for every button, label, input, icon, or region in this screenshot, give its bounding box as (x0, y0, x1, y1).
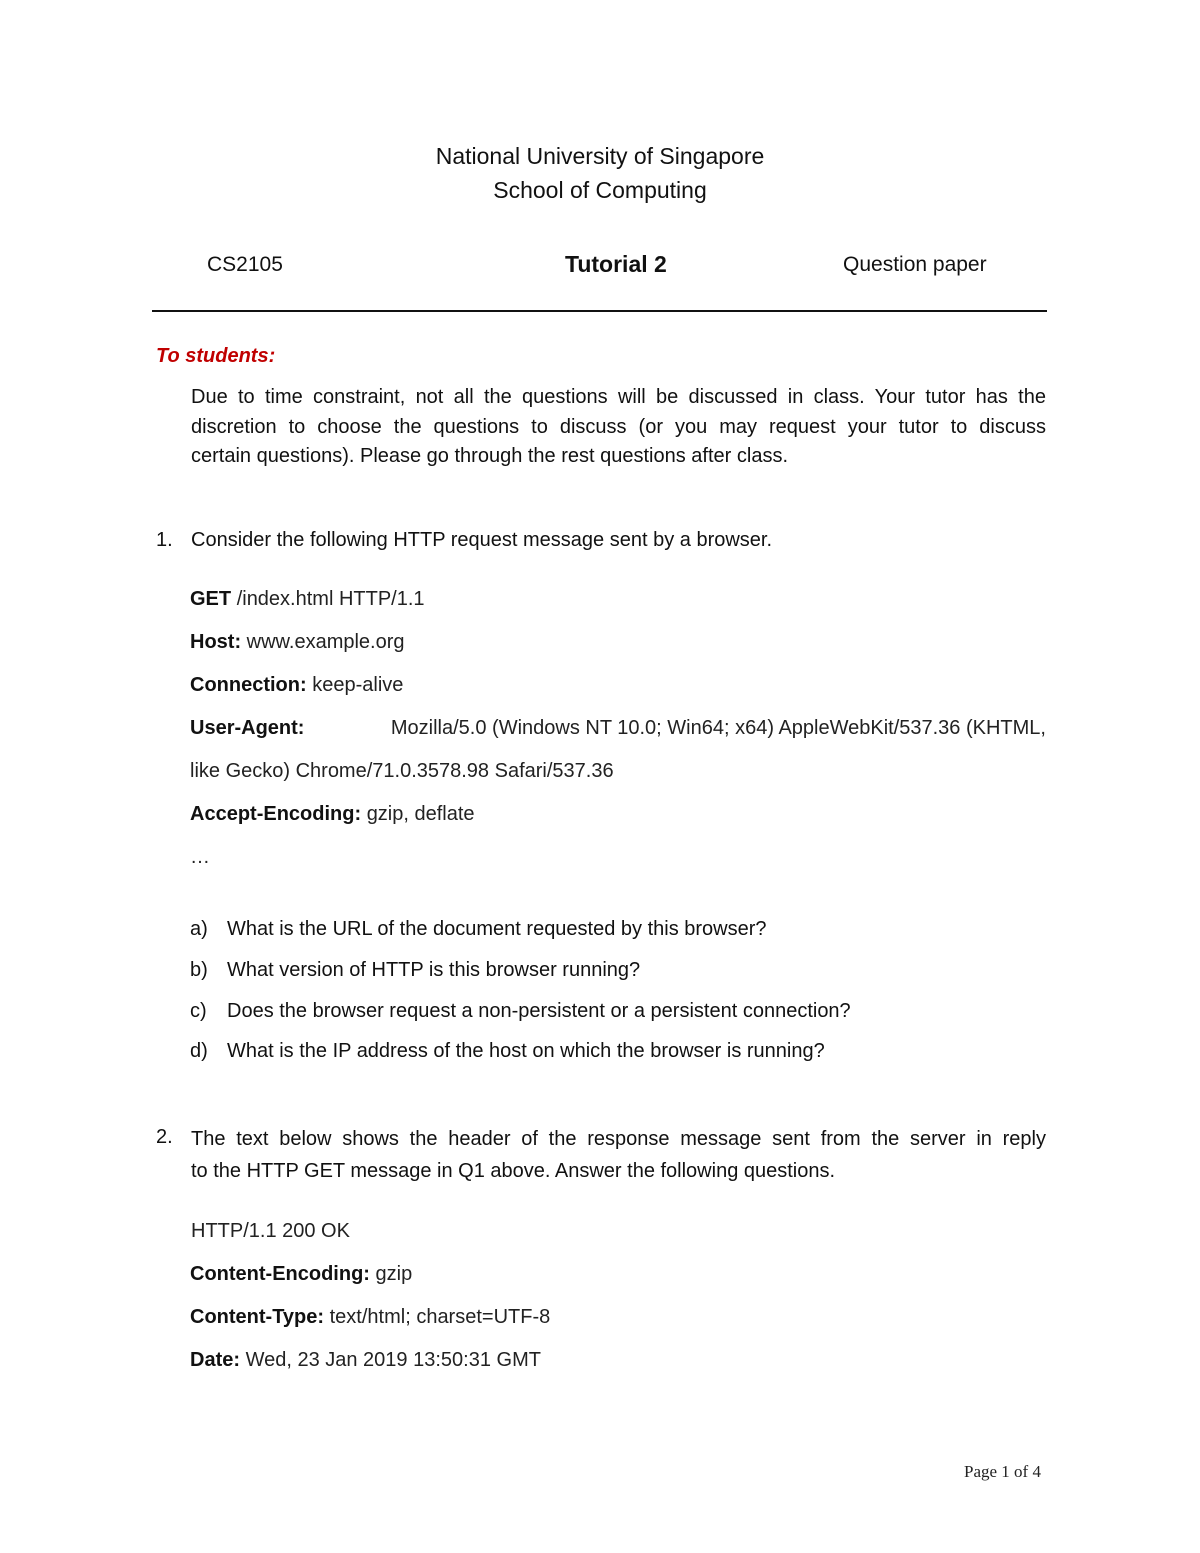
header-value: gzip (375, 1263, 413, 1285)
question-2-line-1: The text below shows the header of the response message sent from the server in reply (191, 1128, 1046, 1150)
sub-question-b-text: What version of HTTP is this browser running? (227, 959, 641, 981)
header-name: Content-Type: (190, 1306, 325, 1328)
sub-question-d-text: What is the IP address of the host on which the browser is running? (227, 1040, 825, 1062)
question-1-number: 1. (156, 529, 173, 551)
request-line-rest: /index.html HTTP/1.1 (236, 588, 425, 610)
response-header-content-encoding (190, 1263, 412, 1286)
header-name: Connection: (190, 674, 307, 696)
header-value: Mozilla/5.0 (Windows NT 10.0; Win64; x64) AppleWebKit/537.36 (KHTML, (390, 717, 1046, 739)
notice-line-2: discretion to choose the questions to discuss (or you may request your tutor to discuss (191, 415, 1046, 438)
notice-heading: To students: (156, 345, 276, 367)
user-agent-continuation: like Gecko) Chrome/71.0.3578.98 Safari/537.36 (190, 760, 614, 782)
question-2-number: 2. (156, 1126, 173, 1148)
sub-question-d-label: d) (190, 1040, 208, 1062)
header-value: text/html; charset=UTF-8 (329, 1306, 551, 1328)
request-header-accept-encoding (190, 803, 475, 826)
response-header-content-type (190, 1306, 550, 1329)
response-status-line: HTTP/1.1 200 OK (191, 1220, 350, 1242)
header-name: Date: (190, 1349, 241, 1371)
header-value: Wed, 23 Jan 2019 13:50:31 GMT (245, 1349, 541, 1371)
header-name: Content-Encoding: (190, 1263, 370, 1285)
request-method: GET (190, 588, 232, 610)
response-header-date (190, 1349, 541, 1372)
request-line (190, 588, 425, 611)
header-name: Host: (190, 631, 242, 653)
request-header-host (190, 631, 405, 654)
sub-question-b-label: b) (190, 959, 208, 981)
tutorial-title: Tutorial 2 (565, 251, 667, 277)
course-code: CS2105 (207, 253, 283, 276)
paper-type: Question paper (843, 253, 987, 276)
header-rule (152, 310, 1047, 312)
notice-line-3: certain questions). Please go through the rest questions after class. (191, 445, 789, 467)
sub-question-a-text: What is the URL of the document requested by this browser? (227, 918, 767, 940)
institution-name: National University of Singapore (435, 143, 765, 169)
notice-paragraph (191, 383, 1046, 472)
header-value: keep-alive (312, 674, 404, 696)
school-name: School of Computing (493, 177, 707, 203)
sub-question-a-label: a) (190, 918, 208, 940)
request-ellipsis: … (190, 846, 210, 868)
request-header-user-agent (190, 717, 1046, 740)
question-2-line-2: to the HTTP GET message in Q1 above. Answer the following questions. (191, 1160, 836, 1182)
header-name: User-Agent: (190, 717, 305, 739)
header-value: gzip, deflate (366, 803, 475, 825)
request-header-connection (190, 674, 403, 697)
header-name: Accept-Encoding: (190, 803, 362, 825)
question-2-text (191, 1123, 1046, 1187)
question-1-text: Consider the following HTTP request message sent by a browser. (191, 529, 773, 551)
sub-question-c-label: c) (190, 1000, 207, 1022)
sub-question-c-text: Does the browser request a non-persistent or a persistent connection? (227, 1000, 851, 1022)
page-number: Page 1 of 4 (964, 1462, 1041, 1481)
header-value: www.example.org (246, 631, 405, 653)
notice-line-1: Due to time constraint, not all the questions will be discussed in class. Your tutor has the (191, 386, 1046, 408)
